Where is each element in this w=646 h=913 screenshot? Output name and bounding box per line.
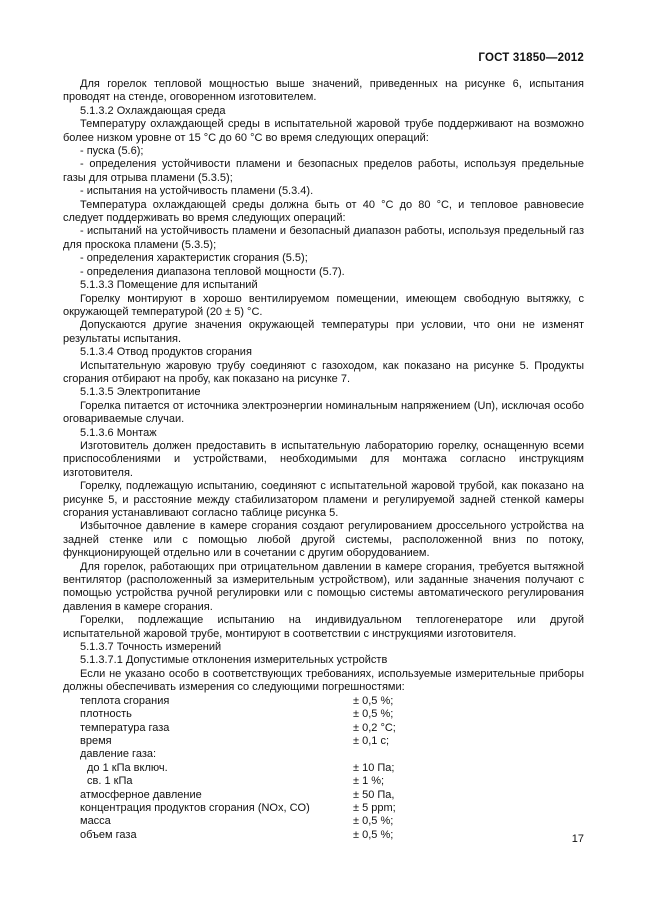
tolerance-value — [353, 748, 584, 761]
section-heading: 5.1.3.4 Отвод продуктов сгорания — [80, 346, 252, 359]
page-number: 17 — [571, 833, 584, 845]
section-heading: 5.1.3.6 Монтаж — [80, 426, 157, 439]
list-item: - испытания на устойчивость пламени (5.3.4). — [80, 185, 314, 198]
tolerance-label: давление газа: — [80, 748, 157, 761]
tolerance-label: до 1 кПа включ. — [87, 761, 168, 774]
paragraph: Температура охлаждающей среды должна быть от 40 °С до 80 °С, и тепловое равновесие следует поддерживать во время следующих операций: — [63, 198, 584, 225]
tolerance-value: ± 50 Па, — [353, 788, 395, 801]
paragraph: Температуру охлаждающей среды в испытательной жаровой трубе поддерживают на возможно более низком уровне от 15 °С до 60 °С во время следующих операций: — [63, 118, 584, 144]
tolerance-value: ± 10 Па; — [353, 761, 395, 774]
paragraph: Горелка питается от источника электроэнергии номинальным напряжением (Uп), исключая особо оговариваемые случаи. — [63, 399, 584, 426]
section-heading: 5.1.3.2 Охлаждающая среда — [80, 104, 226, 117]
section-heading: 5.1.3.7.1 Допустимые отклонения измерительных устройств — [80, 654, 388, 667]
tolerance-label: объем газа — [80, 828, 137, 841]
tolerance-label: плотность — [80, 708, 132, 721]
tolerance-value: ± 0,5 %; — [353, 828, 394, 841]
list-item: - испытаний на устойчивость пламени и безопасный диапазон работы, используя предельный газ для проскока пламени (5.3.5); — [63, 225, 584, 251]
paragraph: Горелку, подлежащую испытанию, соединяют с испытательной жаровой трубой, как показано на рисунке 5, и расстояние между стабилизатором пламени и регулируемой задней стенкой камеры сгорания устанавливают согласно таблице рисунка 5. — [63, 480, 584, 519]
tolerance-value: ± 0,5 %; — [353, 694, 394, 707]
paragraph: Испытательную жаровую трубу соединяют с газоходом, как показано на рисунке 5. Продукты сгорания отбирают на пробу, как показано на рисунке 7. — [63, 359, 584, 385]
paragraph: Горелку монтируют в хорошо вентилируемом помещении, имеющем свободную вытяжку, с окружающей температурой (20 ± 5) °С. — [63, 292, 584, 318]
paragraph: Для горелок, работающих при отрицательном давлении в камере сгорания, требуется вытяжной вентилятор (расположенный за измерительным устройством), или заданные значения получают с помощью устройства ручной регулировки или с помощью системы автоматического регулирования давления в камере сгорания. — [63, 560, 584, 613]
document-header: ГОСТ 31850—2012 — [478, 52, 584, 64]
tolerance-table — [63, 695, 584, 842]
page-body — [63, 78, 584, 842]
list-item: - определения характеристик сгорания (5.5); — [80, 252, 308, 265]
tolerance-value: ± 0,1 с; — [353, 734, 389, 747]
section-heading: 5.1.3.7 Точность измерений — [80, 641, 222, 654]
paragraph: Если не указано особо в соответствующих требованиях, используемые измерительные приборы должны обеспечивать измерения со следующими погрешностями: — [63, 667, 584, 694]
paragraph: Избыточное давление в камере сгорания создают регулированием дроссельного устройства на задней стенке или с помощью любой другой системы, расположенной вниз по потоку, функционирующей отдельно или в сочетании с другим оборудованием. — [63, 520, 584, 560]
section-heading: 5.1.3.3 Помещение для испытаний — [80, 279, 258, 292]
tolerance-value: ± 5 ppm; — [353, 801, 396, 814]
list-item: - определения устойчивости пламени и безопасных пределов работы, используя предельные газы для отрыва пламени (5.3.5); — [63, 158, 584, 184]
paragraph: Для горелок тепловой мощностью выше значений, приведенных на рисунке 6, испытания проводят на стенде, оговоренном изготовителем. — [63, 78, 584, 104]
tolerance-label: св. 1 кПа — [87, 775, 133, 788]
tolerance-label: время — [80, 734, 112, 747]
tolerance-value: ± 1 %; — [353, 775, 385, 788]
list-item: - определения диапазона тепловой мощности (5.7). — [80, 265, 345, 278]
tolerance-label: атмосферное давление — [80, 788, 202, 801]
section-heading: 5.1.3.5 Электропитание — [80, 386, 201, 399]
list-item: - пуска (5.6); — [80, 145, 144, 158]
tolerance-label: масса — [80, 815, 111, 828]
paragraph: Допускаются другие значения окружающей температуры при условии, что они не изменят результаты испытания. — [63, 319, 584, 345]
tolerance-label: температура газа — [80, 721, 170, 734]
paragraph: Изготовитель должен предоставить в испытательную лабораторию горелку, оснащенную всеми приспособлениями и устройствами, необходимыми для монтажа согласно инструкциям изготовителя. — [63, 439, 584, 479]
tolerance-value: ± 0,2 °С; — [353, 721, 396, 734]
tolerance-label: концентрация продуктов сгорания (NOx, CO) — [80, 801, 310, 814]
tolerance-label: теплота сгорания — [80, 694, 170, 707]
tolerance-value: ± 0,5 %; — [353, 815, 394, 828]
tolerance-value: ± 0,5 %; — [353, 708, 394, 721]
paragraph: Горелки, подлежащие испытанию на индивидуальном теплогенераторе или другой испытательной жаровой трубе, монтируют в соответствии с инструкциями изготовителя. — [63, 614, 584, 640]
